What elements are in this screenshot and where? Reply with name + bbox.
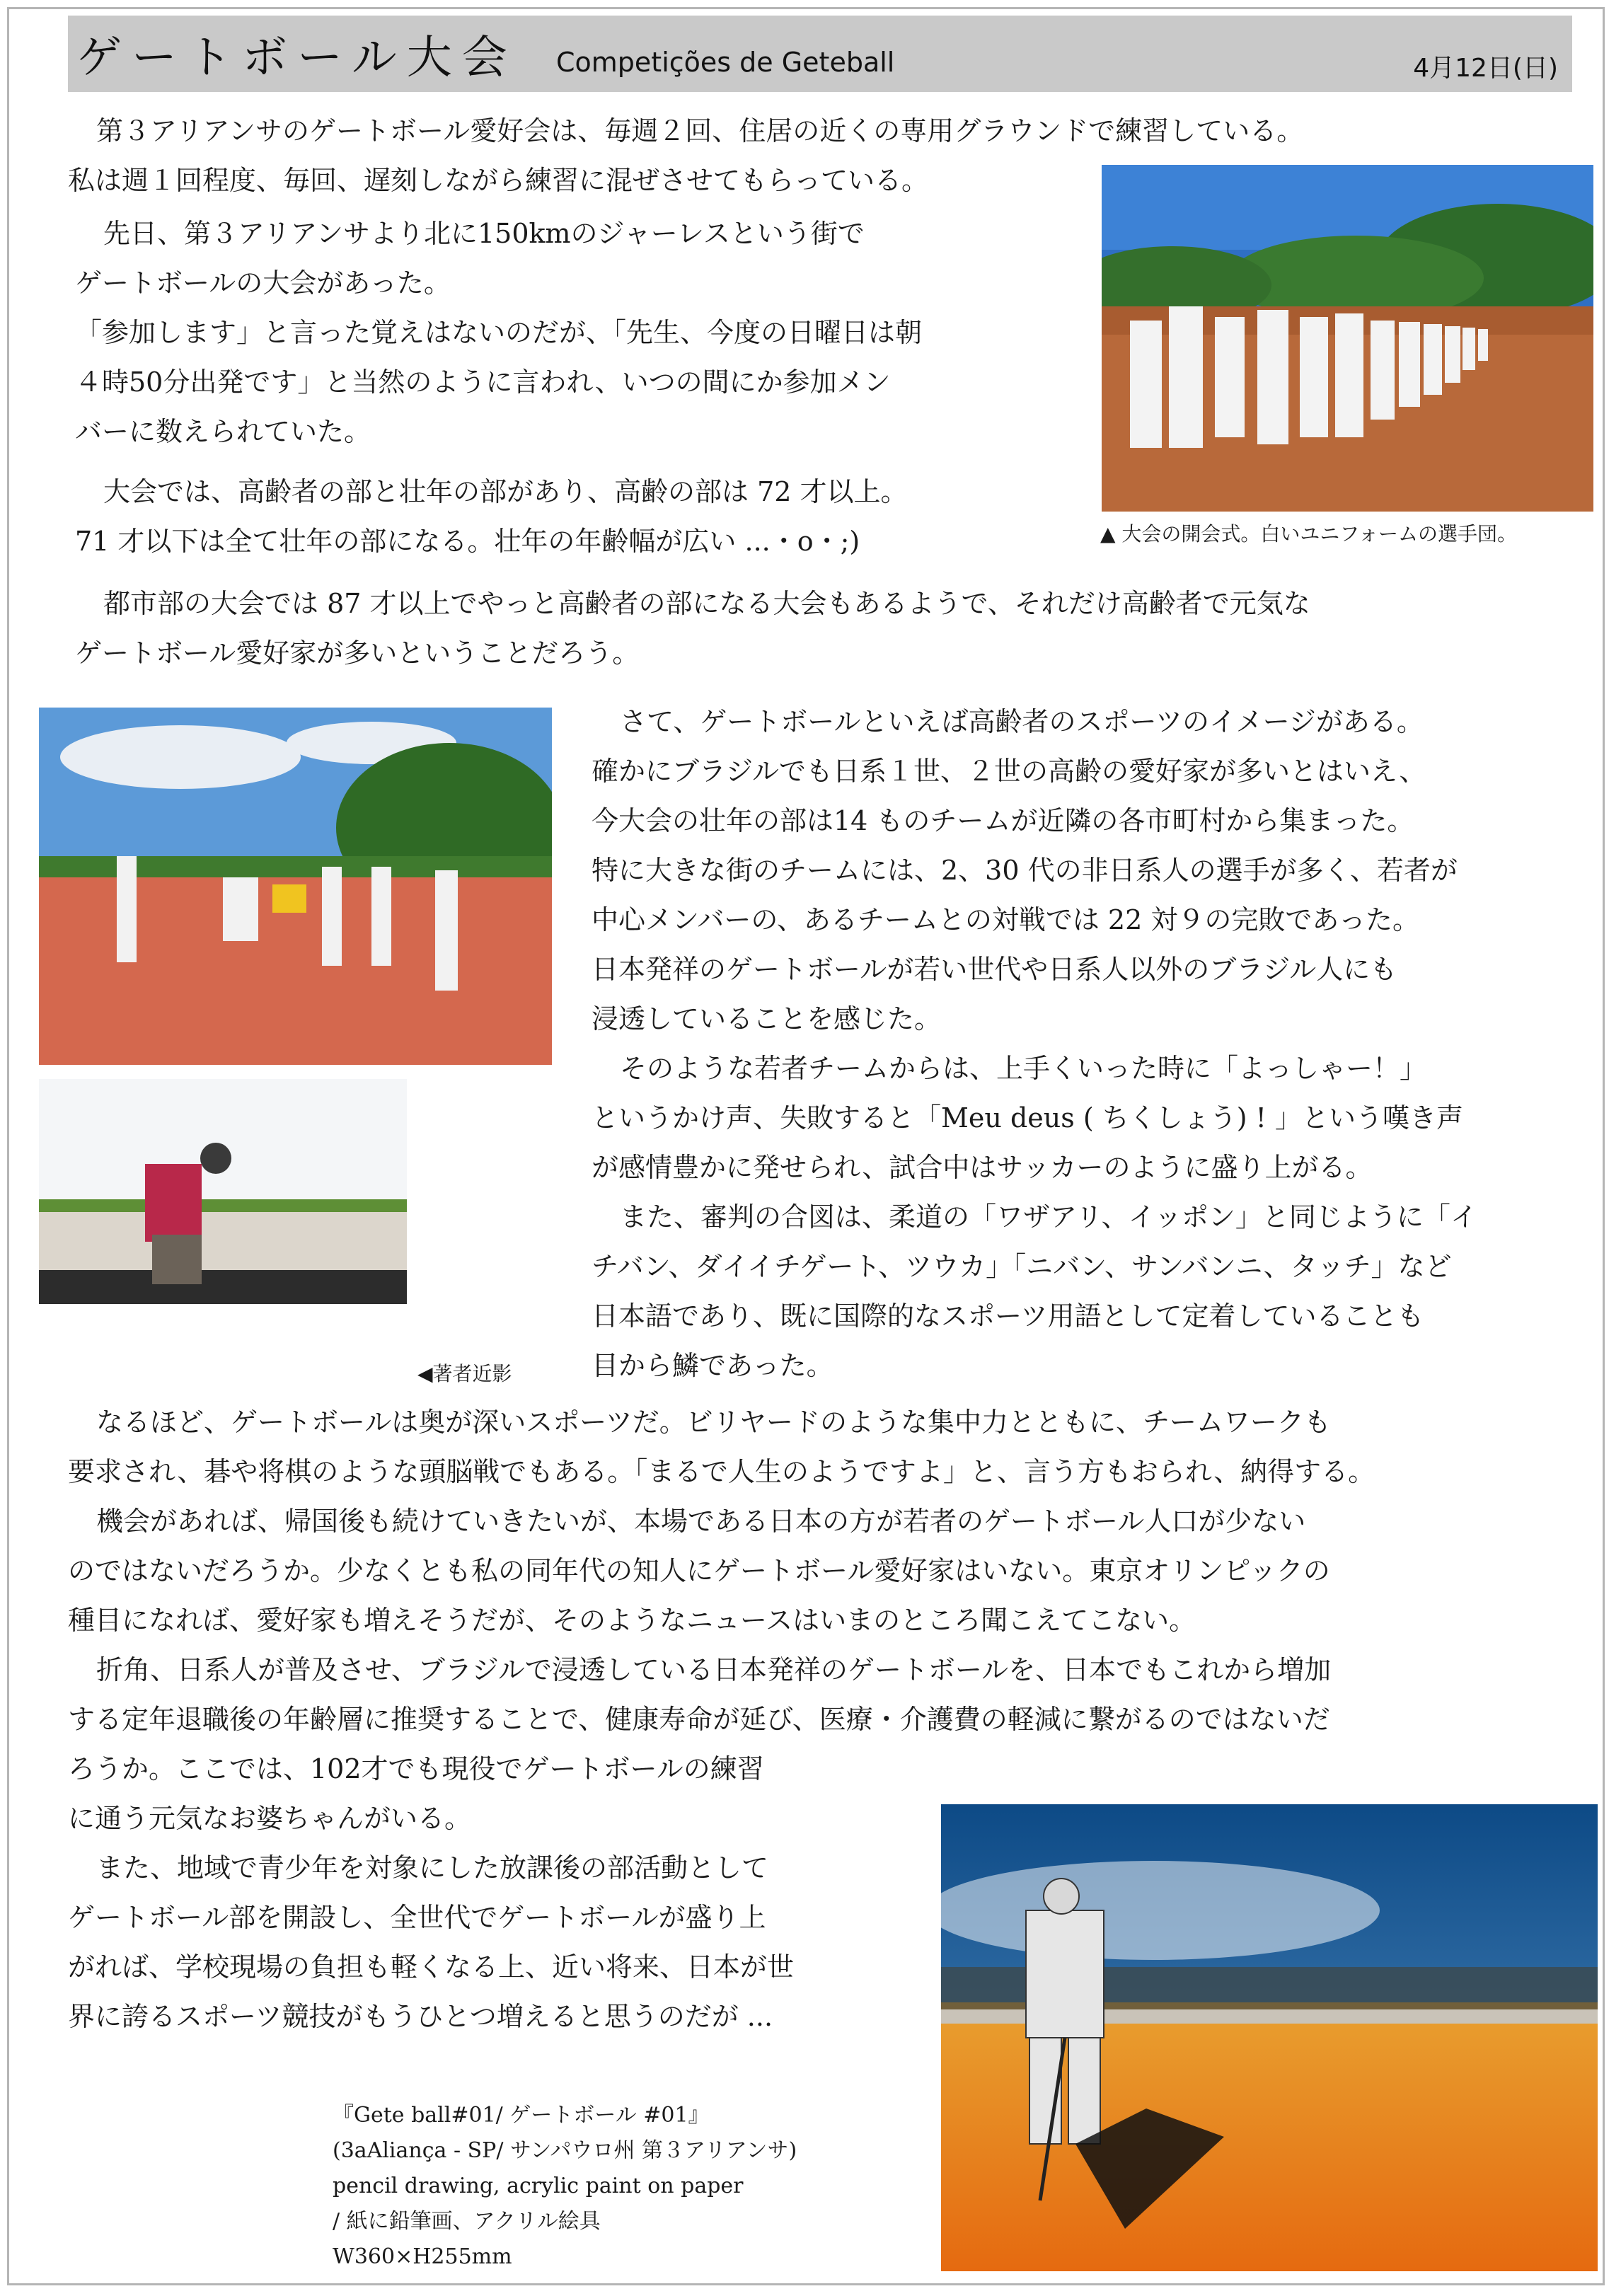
- text-line: 目から鱗であった。: [592, 1350, 833, 1381]
- text-line: 私は週１回程度、毎回、遅刻しながら練習に混ぜさせてもらっている。: [68, 165, 929, 196]
- paragraph-reflection: [68, 1397, 1375, 1794]
- text-line: そのような若者チームからは、上手くいった時に「よっしゃー！」: [620, 1053, 1427, 1084]
- credit-medium-ja: / 紙に鉛筆画、アクリル絵具: [333, 2209, 601, 2234]
- credit-size: W360×H255mm: [333, 2244, 512, 2269]
- text-line: ４時50分出発です」と当然のように言われ、いつの間にか参加メン: [75, 367, 891, 398]
- photo-caption-author: ◀著者近影: [417, 1362, 512, 1385]
- text-line: なるほど、ゲートボールは奥が深いスポーツだ。ビリヤードのような集中力とともに、チームワークも: [96, 1407, 1331, 1438]
- text-line: 機会があれば、帰国後も続けていきたいが、本場である日本の方が若者のゲートボール人口が少ない: [96, 1506, 1306, 1537]
- text-line: する定年退職後の年齢層に推奨することで、健康寿命が延び、医療・介護費の軽減に繋がるのではないだ: [68, 1704, 1330, 1735]
- text-line: また、地域で青少年を対象にした放課後の部活動として: [96, 1852, 769, 1883]
- text-line: 71 才以下は全て壮年の部になる。壮年の年齢幅が広い ...・o・;): [75, 526, 860, 557]
- text-line: 特に大きな街のチームには、2、30 代の非日系人の選手が多く、若者が: [592, 855, 1458, 886]
- text-line: が感情豊かに発せられ、試合中はサッカーのように盛り上がる。: [592, 1152, 1373, 1183]
- text-line: さて、ゲートボールといえば高齢者のスポーツのイメージがある。: [620, 706, 1424, 737]
- text-line: 確かにブラジルでも日系１世、２世の高齢の愛好家が多いとはいえ、: [592, 756, 1426, 787]
- text-line: 今大会の壮年の部は14 ものチームが近隣の各市町村から集まった。: [592, 805, 1414, 836]
- text-line: がれば、学校現場の負担も軽くなる上、近い将来、日本が世: [68, 1951, 795, 1983]
- text-line: バーに数えられていた。: [75, 416, 371, 447]
- photo-opening-ceremony: [1102, 165, 1593, 512]
- text-line: に通う元気なお婆ちゃんがいる。: [68, 1803, 472, 1834]
- artwork-painting: [941, 1804, 1598, 2271]
- paragraph-urban: [75, 579, 1310, 678]
- text-line: 界に誇るスポーツ競技がもうひとつ増えると思うのだが ...: [68, 2001, 773, 2032]
- text-line: ゲートボール部を開設し、全世代でゲートボールが盛り上: [68, 1902, 766, 1933]
- text-line: チバン、ダイイチゲート、ツウカ」「ニバン、サンバンニ、タッチ」など: [592, 1251, 1452, 1282]
- photo-match-play: [39, 708, 552, 1065]
- paragraph-youth-players: [592, 697, 1477, 1390]
- paragraph-proposal: [68, 1794, 794, 2041]
- credit-location: (3aAliança - SP/ サンパウロ州 第３アリアンサ): [333, 2138, 797, 2163]
- page-title: ゲートボール大会: [76, 32, 517, 84]
- text-line: のではないだろうか。少なくとも私の同年代の知人にゲートボール愛好家はいない。東京オリンピックの: [68, 1555, 1330, 1586]
- text-line: 日本発祥のゲートボールが若い世代や日系人以外のブラジル人にも: [592, 954, 1397, 985]
- text-line: 先日、第３アリアンサより北に150kmのジャーレスという街で: [103, 218, 865, 249]
- text-line: 種目になれば、愛好家も増えそうだが、そのようなニュースはいまのところ聞こえてこない。: [68, 1605, 1196, 1636]
- text-line: 要求され、碁や将棋のような頭脳戦でもある。「まるで人生のようですよ」と、言う方もおられ、納得する。: [68, 1456, 1375, 1487]
- text-line: 都市部の大会では 87 才以上でやっと高齢者の部になる大会もあるようで、それだけ高齢者で元気な: [103, 588, 1310, 619]
- text-line: ろうか。ここでは、102才でも現役でゲートボールの練習: [68, 1753, 764, 1784]
- text-line: 折角、日系人が普及させ、ブラジルで浸透している日本発祥のゲートボールを、日本でもこれから増加: [96, 1654, 1332, 1685]
- text-line: 浸透していることを感じた。: [592, 1003, 942, 1034]
- text-line: ゲートボール愛好家が多いということだろう。: [75, 638, 640, 669]
- credit-title: 『Gete ball#01/ ゲートボール #01』: [333, 2103, 710, 2128]
- photo-caption-opening: ▲ 大会の開会式。白いユニフォームの選手団。: [1100, 522, 1518, 546]
- header-bar: [68, 16, 1572, 92]
- photo-author: [39, 1079, 407, 1304]
- text-line: 中心メンバーの、あるチームとの対戦では 22 対９の完敗であった。: [592, 904, 1419, 935]
- text-line: というかけ声、失敗すると「Meu deus ( ちくしょう) ! 」という嘆き声: [592, 1102, 1463, 1133]
- text-line: 「参加します」と言った覚えはないのだが、「先生、今度の日曜日は朝: [75, 317, 923, 348]
- page-date: 4月12日(日): [1413, 54, 1558, 83]
- credit-medium-en: pencil drawing, acrylic paint on paper: [333, 2174, 744, 2198]
- text-line: 大会では、高齢者の部と壮年の部があり、高齢の部は 72 才以上。: [103, 476, 908, 507]
- artwork-credit: [333, 2098, 797, 2275]
- page-subtitle: Competições de Geteball: [556, 47, 895, 78]
- text-line: 第３アリアンサのゲートボール愛好会は、毎週２回、住居の近くの専用グラウンドで練習している。: [96, 115, 1304, 146]
- paragraph-divisions: [75, 467, 908, 566]
- text-line: また、審判の合図は、柔道の「ワザアリ、イッポン」と同じように「イ: [620, 1201, 1477, 1233]
- paragraph-tournament: [75, 209, 922, 456]
- text-line: 日本語であり、既に国際的なスポーツ用語として定着していることも: [592, 1300, 1424, 1332]
- text-line: ゲートボールの大会があった。: [75, 267, 451, 299]
